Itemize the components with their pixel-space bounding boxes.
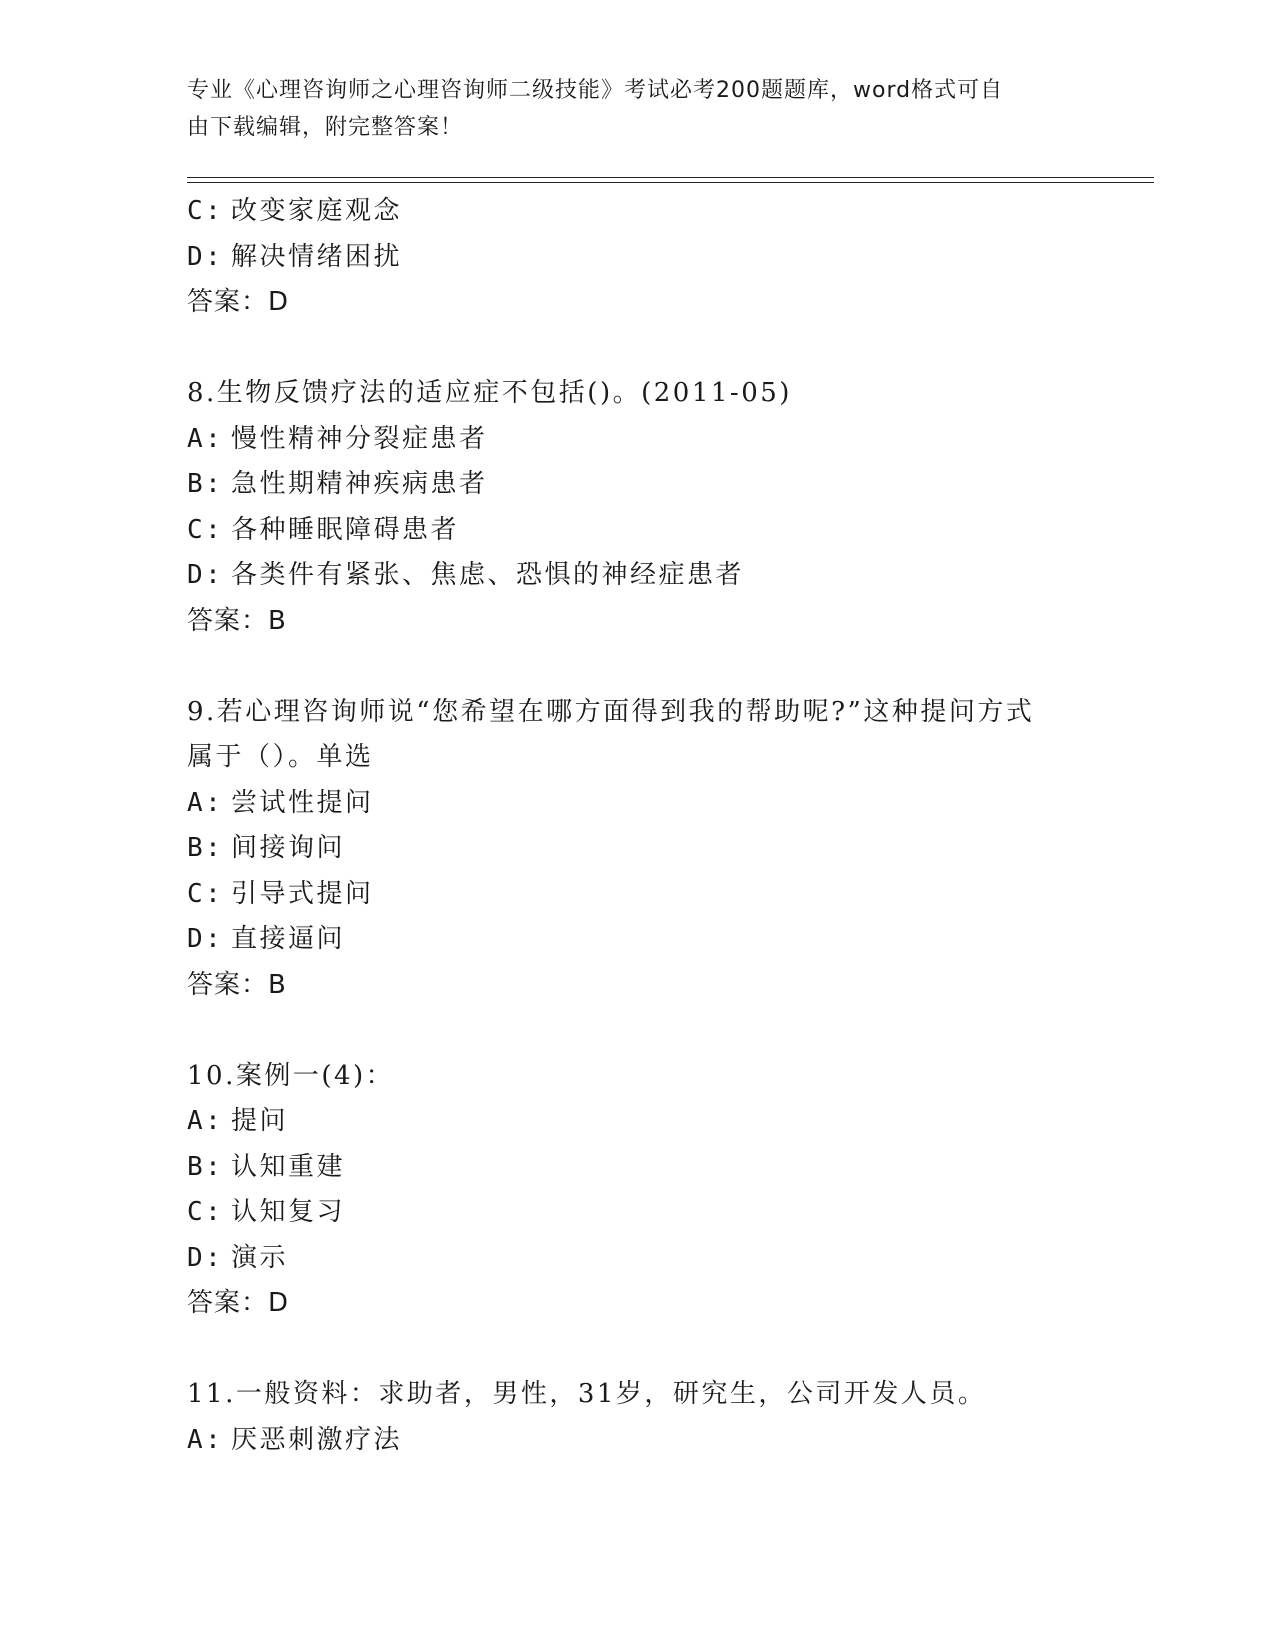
option-row <box>187 826 1087 872</box>
option-row <box>187 553 1087 599</box>
question-8 <box>187 371 1087 644</box>
option-row <box>187 1145 1087 1191</box>
question-stem: 8.生物反馈疗法的适应症不包括()。(2011-05) <box>187 378 792 408</box>
option-label: A: <box>187 423 224 454</box>
option-label: B: <box>187 1151 224 1182</box>
option-row <box>187 917 1087 963</box>
option-text: 提问 <box>231 1106 289 1136</box>
answer-line: 答案：B <box>187 605 287 636</box>
option-label: B: <box>187 833 224 863</box>
carryover-block <box>187 189 1087 326</box>
header-title-line-1: 专业《心理咨询师之心理咨询师二级技能》考试必考200题题库，word格式可自 <box>187 78 1004 103</box>
answer-line: 答案：D <box>187 287 290 317</box>
option-row <box>187 1236 1087 1282</box>
question-stem: 9.若心理咨询师说“您希望在哪方面得到我的帮助呢?”这种提问方式 <box>187 696 1035 727</box>
spacer <box>187 326 1087 372</box>
option-text: 间接询问 <box>231 833 346 863</box>
option-row <box>187 462 1087 508</box>
option-label: C: <box>187 878 224 909</box>
option-label: A: <box>187 1424 224 1455</box>
option-row <box>187 872 1087 918</box>
option-label: A: <box>187 1106 224 1136</box>
option-label: A: <box>187 787 224 818</box>
document-header <box>187 72 1067 146</box>
question-stem-continued: 属于（）。单选 <box>187 742 374 772</box>
option-label: B: <box>187 469 224 499</box>
question-stem: 10.案例一(4)： <box>187 1060 395 1091</box>
question-10 <box>187 1054 1087 1327</box>
option-label: D: <box>187 1242 224 1273</box>
option-label: C: <box>187 514 224 545</box>
answer-line: 答案：D <box>187 1288 290 1318</box>
option-text: 直接逼问 <box>231 924 346 954</box>
option-text: 厌恶刺激疗法 <box>231 1424 403 1455</box>
question-list <box>187 189 1087 1463</box>
spacer <box>187 644 1087 690</box>
option-row <box>187 1099 1087 1145</box>
option-text: 引导式提问 <box>231 878 374 909</box>
question-9 <box>187 690 1087 1009</box>
option-text: 演示 <box>231 1242 289 1273</box>
option-row <box>187 189 1087 235</box>
option-label: D: <box>187 560 224 590</box>
question-stem: 11.一般资料：求助者，男性，31岁，研究生，公司开发人员。 <box>187 1379 987 1409</box>
option-row <box>187 781 1087 827</box>
answer-line: 答案：B <box>187 969 287 1000</box>
option-text: 认知重建 <box>231 1151 346 1182</box>
option-text: 尝试性提问 <box>231 787 374 818</box>
question-11 <box>187 1372 1087 1463</box>
header-divider-bottom <box>187 182 1154 183</box>
option-text: 各种睡眠障碍患者 <box>231 514 460 545</box>
option-text: 慢性精神分裂症患者 <box>231 423 488 454</box>
option-text: 解决情绪困扰 <box>231 241 403 272</box>
option-text: 认知复习 <box>231 1197 346 1227</box>
option-row <box>187 1190 1087 1236</box>
option-text: 改变家庭观念 <box>231 196 403 226</box>
option-row <box>187 1418 1087 1464</box>
option-label: C: <box>187 1197 224 1227</box>
header-divider-top <box>187 177 1154 178</box>
option-row <box>187 235 1087 281</box>
option-row <box>187 417 1087 463</box>
option-label: D: <box>187 924 224 954</box>
spacer <box>187 1327 1087 1373</box>
option-text: 各类件有紧张、焦虑、恐惧的神经症患者 <box>231 560 745 590</box>
option-row <box>187 508 1087 554</box>
option-label: D: <box>187 241 224 272</box>
option-text: 急性期精神疾病患者 <box>231 469 488 499</box>
header-title-line-2: 由下载编辑，附完整答案！ <box>187 115 464 140</box>
spacer <box>187 1008 1087 1054</box>
option-label: C: <box>187 196 224 226</box>
